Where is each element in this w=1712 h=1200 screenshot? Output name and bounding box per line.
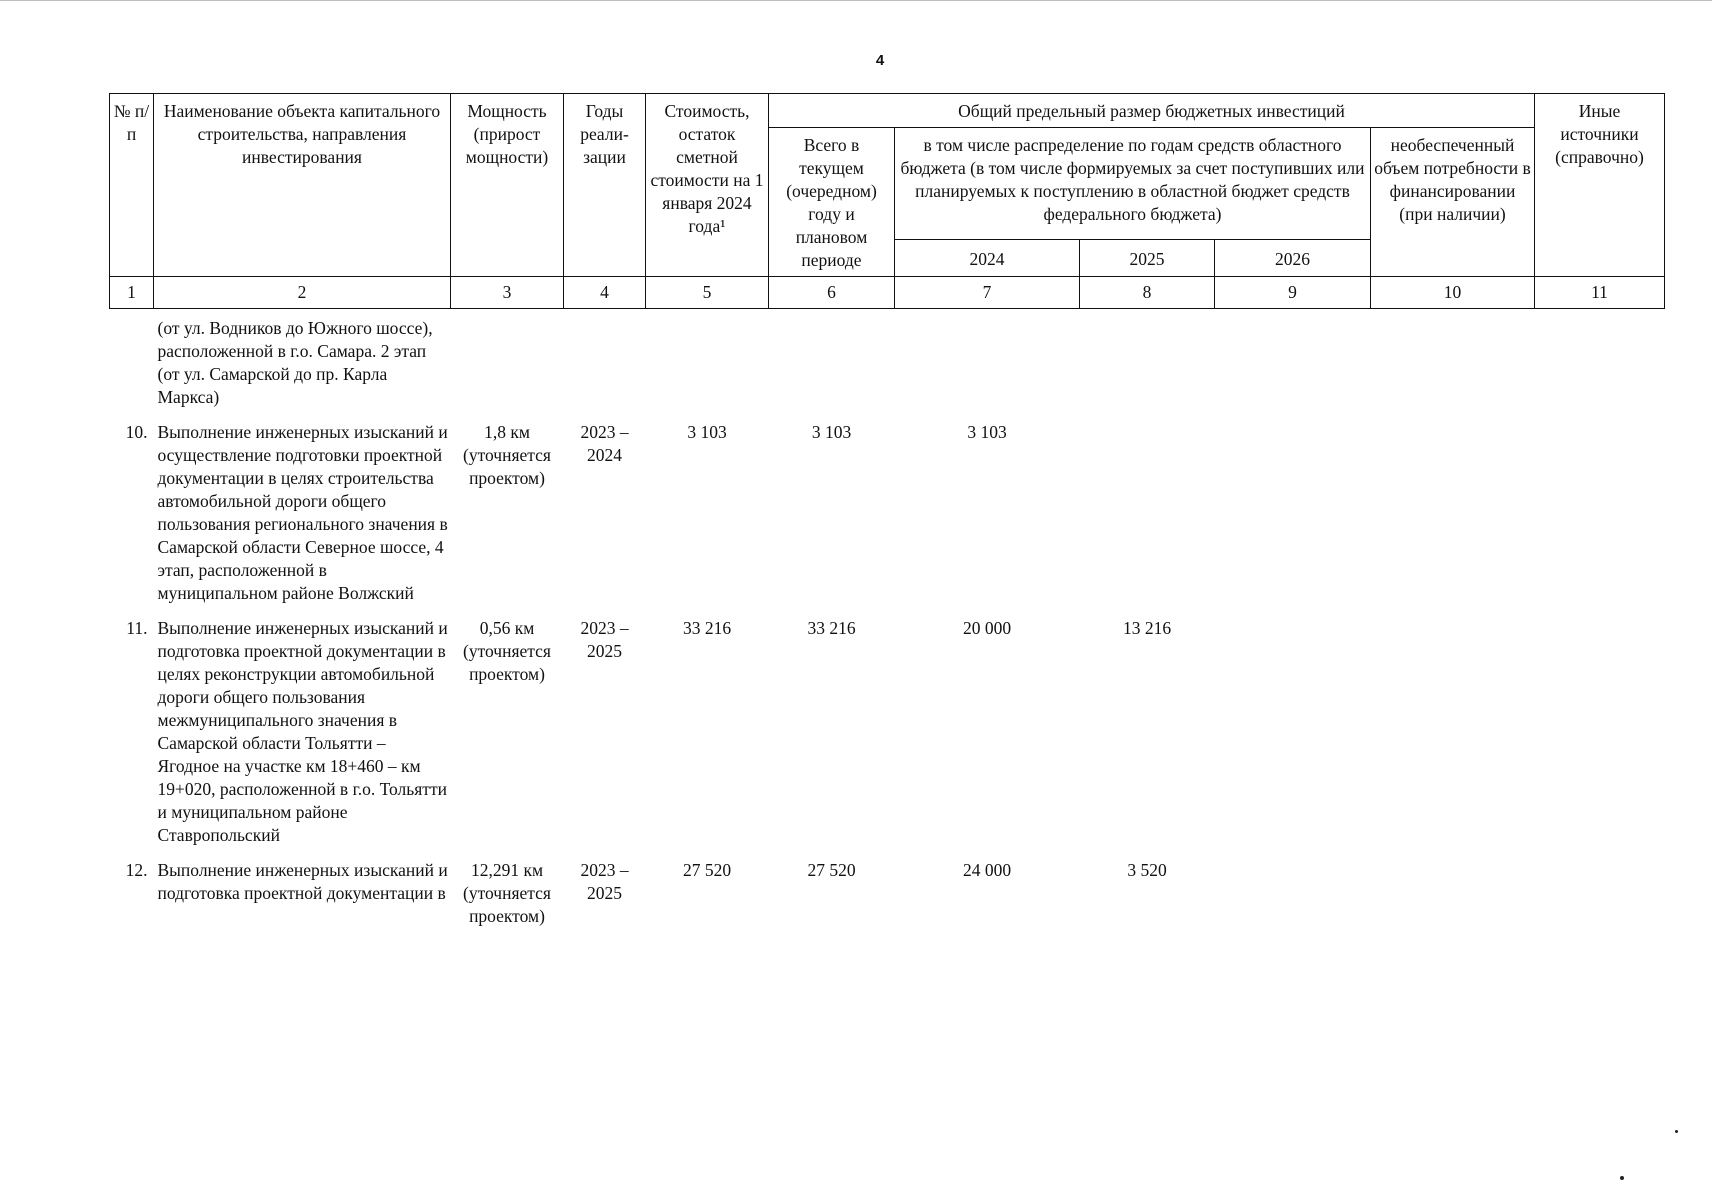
year-2024-value: 24 000	[962, 860, 1012, 880]
header-other-sources: Иные источники (справочно)	[1535, 94, 1665, 277]
year-2024-value: 3 103	[967, 422, 1007, 442]
scan-speck	[1675, 1130, 1678, 1133]
header-name: Наименование объекта капитального строительства, направления инвестирования	[154, 94, 451, 277]
years-value: 2023 – 2025	[580, 860, 629, 903]
capacity-value: 12,291 км (уточняется проектом)	[463, 860, 551, 926]
column-number: 4	[564, 277, 646, 309]
header-year-2025: 2025	[1080, 240, 1215, 277]
total-value: 3 103	[811, 422, 852, 442]
year-2024-value: 20 000	[962, 618, 1012, 638]
table-header	[110, 94, 1665, 309]
object-name: Выполнение инженерных изысканий и осуществление подготовки проектной документации в целях строительства автомобильной дороги общего пользования регионального значения в Самарской области Северное шоссе, 4 этап, расположенной в муниципальном районе Волжский	[157, 422, 448, 603]
header-distribution: в том числе распределение по годам средств областного бюджета (в том числе формируемых за счет поступивших или планируемых к поступлению в областной бюджет средств федерального бюджета)	[895, 128, 1371, 240]
scan-edge-line	[0, 0, 1712, 3]
header-cost: Стоимость, остаток сметной стоимости на 1 января 2024 года¹	[646, 94, 769, 277]
row-number: 12.	[125, 860, 148, 880]
column-number-row	[110, 277, 1665, 309]
year-2025-value: 3 520	[1127, 860, 1167, 880]
year-2026-value	[1215, 605, 1371, 847]
unsecured-value	[1371, 409, 1535, 605]
cost-value: 27 520	[682, 860, 732, 880]
object-name: (от ул. Водников до Южного шоссе), расположенной в г.о. Самара. 2 этап (от ул. Самарской до пр. Карла Маркса)	[157, 318, 433, 407]
table-row	[110, 605, 1665, 847]
year-2025-value: 13 216	[1122, 618, 1172, 638]
year-2026-value	[1215, 847, 1371, 928]
header-total-limit: Общий предельный размер бюджетных инвестиций	[769, 94, 1535, 128]
years-value: 2023 – 2025	[580, 618, 629, 661]
header-year-2024: 2024	[895, 240, 1080, 277]
header-capacity: Мощность (прирост мощности)	[451, 94, 564, 277]
table-row	[110, 409, 1665, 605]
table-row-continuation	[110, 309, 1665, 410]
total-value: 33 216	[807, 618, 856, 638]
cost-value: 33 216	[682, 618, 732, 638]
capacity-value: 1,8 км (уточняется проектом)	[463, 422, 551, 488]
object-name: Выполнение инженерных изысканий и подготовка проектной документации в целях реконструкции автомобильной дороги общего пользования межмуниципального значения в Самарской области Тольятти – Ягодное на участке км 18+460 – км 19+020, расположенной в г.о. Тольятти и муниципальном районе Ставропольский	[157, 618, 448, 845]
unsecured-value	[1371, 847, 1535, 928]
header-year-2026: 2026	[1215, 240, 1371, 277]
budget-investment-table	[109, 93, 1665, 928]
capacity-value: 0,56 км (уточняется проектом)	[463, 618, 551, 684]
column-number: 6	[769, 277, 895, 309]
years-value: 2023 – 2024	[580, 422, 629, 465]
page-number: 4	[875, 52, 885, 69]
column-number: 7	[895, 277, 1080, 309]
column-number: 9	[1215, 277, 1371, 309]
header-years: Годы реали-зации	[564, 94, 646, 277]
table-body	[110, 309, 1665, 929]
other-sources-value	[1535, 605, 1665, 847]
column-number: 3	[451, 277, 564, 309]
cost-value: 3 103	[687, 422, 727, 442]
table-row	[110, 847, 1665, 928]
column-number: 8	[1080, 277, 1215, 309]
header-unsecured: необеспеченный объем потребности в финансировании (при наличии)	[1371, 128, 1535, 277]
header-no: № п/п	[110, 94, 154, 277]
column-number: 1	[110, 277, 154, 309]
row-number: 11.	[126, 618, 148, 638]
scan-speck	[1620, 1176, 1624, 1180]
unsecured-value	[1371, 605, 1535, 847]
header-total: Всего в текущем (очередном) году и плановом периоде	[769, 128, 895, 277]
row-number: 10.	[125, 422, 148, 442]
column-number: 11	[1535, 277, 1665, 309]
other-sources-value	[1535, 847, 1665, 928]
column-number: 10	[1371, 277, 1535, 309]
total-value: 27 520	[807, 860, 856, 880]
object-name: Выполнение инженерных изысканий и подготовка проектной документации в	[157, 860, 448, 903]
year-2026-value	[1215, 409, 1371, 605]
column-number: 2	[154, 277, 451, 309]
column-number: 5	[646, 277, 769, 309]
year-2025-value	[1080, 409, 1215, 605]
other-sources-value	[1535, 409, 1665, 605]
